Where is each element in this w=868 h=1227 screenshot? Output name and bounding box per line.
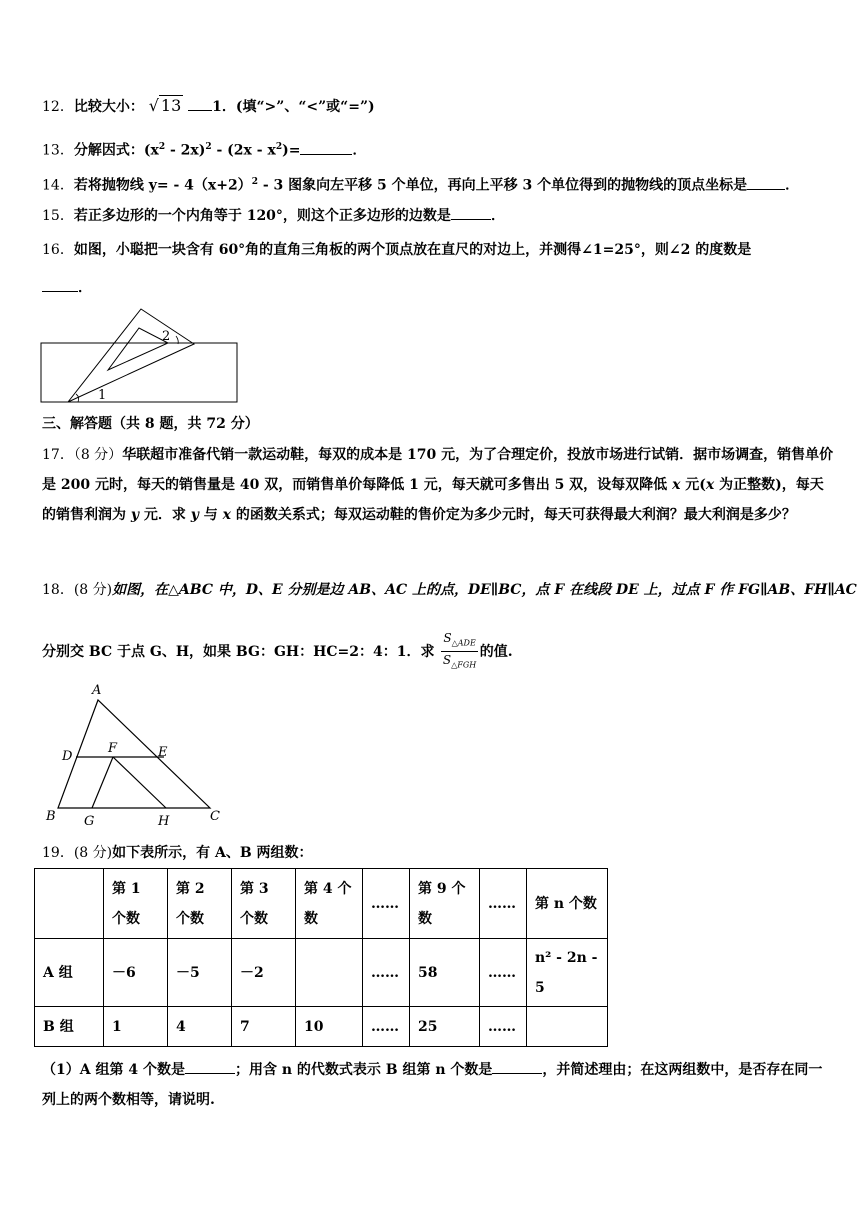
ruler: [41, 343, 237, 402]
table-cell: [296, 939, 363, 1007]
table-cell: ……: [480, 1007, 527, 1047]
angle-label-2: 2: [162, 329, 171, 344]
table-cell: [35, 869, 104, 939]
point-label-e: E: [158, 745, 168, 760]
question-19-part-1: （1）A 组第 4 个数是 ；用含 n 的代数式表示 B 组第 n 个数是 ，并简述理由；在这两组数中，是否存在同一列上的两个数相等，请说明.: [42, 1055, 832, 1115]
table-cell: ……: [363, 1007, 410, 1047]
answer-blank: [185, 1059, 235, 1074]
figure-ruler-triangle: [38, 306, 242, 408]
point-label-h: H: [158, 814, 170, 828]
segment-fg: [92, 757, 113, 808]
table-cell: 第 3 个数: [232, 869, 296, 939]
sqrt-expression: √ 13: [148, 96, 182, 115]
table-cell: ……: [480, 869, 527, 939]
table-cell: ……: [363, 939, 410, 1007]
number-groups-table: [34, 868, 608, 1047]
table-cell: [527, 1007, 608, 1047]
section-title: 三、解答题（共 8 题，共 72 分）: [42, 416, 259, 432]
question-14: 14．若将抛物线 $y= - 4(x+2)^2 - 3$ 图象向左平移 5 个单位，再向上平移 3 个单位得到的抛物线的顶点坐标是 ．: [42, 172, 799, 196]
point-label-f: F: [108, 741, 118, 756]
question-16-blank-line: ．: [42, 277, 92, 298]
answer-blank: [451, 205, 491, 220]
triangle-inner: [108, 328, 171, 370]
table-cell: 第 9 个数: [410, 869, 480, 939]
question-number: 12．: [42, 99, 74, 115]
question-13: 13．分解因式：$(x^2 - 2x)^2 - (2x - x^2)=$ ．: [42, 137, 366, 161]
table-cell: －6: [104, 939, 168, 1007]
table-row: [35, 1007, 608, 1047]
table-cell: 1: [104, 1007, 168, 1047]
question-12: 12．比较大小： √ 13 1．(填“>”、“<”或“=”): [42, 96, 375, 115]
question-17: 17．（8 分）华联超市准备代销一款运动鞋，每双的成本是 170 元，为了合理定价，投放市场进行试销．据市场调查，销售单价是 200 元时，每天的销售量是 40 双，而销售单价每降低 1 元，每天就可多售出 5 双，设每双降低 x 元(x 为正整数)，每天的销售利润为 y 元．求 y 与 x 的函数关系式；每双运动鞋的售价定为多少元时，每天可获得最大利润？最大利润是多少？: [42, 447, 834, 523]
question-18-line1: 18．(8 分)如图，在△ABC 中，D、E 分别是边 AB、AC 上的点，DE∥BC，点 F 在线段 DE 上，过点 F 作 FG∥AB、FH∥AC: [42, 582, 857, 598]
question-15: 15．若正多边形的一个内角等于 120°，则这个正多边形的边数是 ．: [42, 205, 505, 226]
angle-label-1: 1: [98, 388, 107, 403]
triangle-outer: [68, 309, 194, 402]
answer-blank: [747, 175, 785, 190]
answer-blank: [188, 96, 212, 111]
table-cell: 第 n 个数: [527, 869, 608, 939]
triangle-abc: [58, 700, 210, 808]
answer-blank: [42, 277, 78, 292]
table-cell: 第 4 个数: [296, 869, 363, 939]
table-cell: 4: [168, 1007, 232, 1047]
table-cell: 第 2 个数: [168, 869, 232, 939]
table-cell: 10: [296, 1007, 363, 1047]
table-cell: 25: [410, 1007, 480, 1047]
point-label-c: C: [210, 809, 220, 824]
table-cell: B 组: [35, 1007, 104, 1047]
table-cell: 58: [410, 939, 480, 1007]
point-label-d: D: [62, 749, 73, 764]
table-cell: 7: [232, 1007, 296, 1047]
point-label-b: B: [46, 809, 56, 824]
table-cell: n² - 2n - 5: [527, 939, 608, 1007]
table-cell: ……: [480, 939, 527, 1007]
table-cell: －2: [232, 939, 296, 1007]
point-label-g: G: [84, 814, 95, 828]
segment-fh: [113, 757, 166, 808]
table-row: [35, 939, 608, 1007]
table-cell: 第 1 个数: [104, 869, 168, 939]
table-cell: －5: [168, 939, 232, 1007]
area-ratio-fraction: $\frac{S_{\triangle ADE}}{S_{\triangle FGH}}$: [442, 631, 477, 670]
figure-triangle-abc: [40, 680, 230, 828]
table-cell: A 组: [35, 939, 104, 1007]
answer-blank: [300, 140, 352, 155]
question-19: 19．(8 分)如下表所示，有 A、B 两组数：: [42, 845, 313, 861]
point-label-a: A: [92, 683, 102, 698]
answer-blank: [492, 1059, 542, 1074]
question-16: 16．如图，小聪把一块含有 60°角的直角三角板的两个顶点放在直尺的对边上，并测得∠1=25°，则∠2 的度数是: [42, 242, 752, 258]
table-cell: ……: [363, 869, 410, 939]
question-18-line2: 分别交 BC 于点 G、H，如果 BG：GH：HC=2：4：1．求 $\frac{S_{\triangle ADE}}{S_{\triangle FGH}}$ 的值.: [42, 630, 513, 674]
table-header-row: [35, 869, 608, 939]
